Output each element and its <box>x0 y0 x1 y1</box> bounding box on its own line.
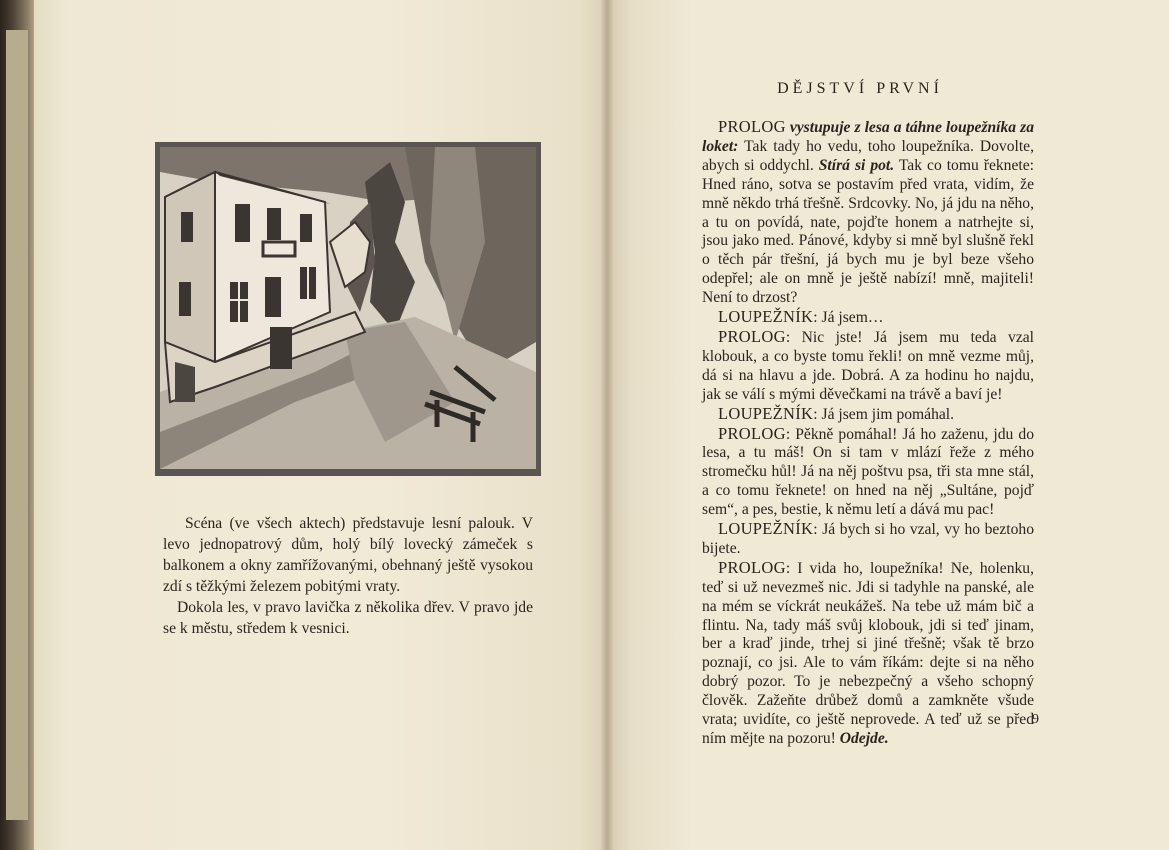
speaker-name: LOUPEŽNÍK <box>718 307 814 327</box>
page-number: 9 <box>1032 712 1039 727</box>
stage-direction: Odejde. <box>839 730 889 747</box>
scene-paragraph: Dokola les, v pravo lavička z několika dřev. V pravo jde se k městu, středem k vesnici. <box>163 599 533 637</box>
speaker-name: PROLOG <box>718 117 786 136</box>
dialogue-paragraph: PROLOG: Pěkně pomáhal! Já ho zaženu, jdu do lesa, a tu máš! On si tam v mlází řeže z mého stromečku hůl! Já na něj poštvu psa, tři sta mne stál, a co tomu řeknete! on hned na něj „Sultáne, pojď sem“, a pes, bestie, k němu letí a dává mu pac! <box>702 423 1035 519</box>
dialogue-line: I vida ho, loupežníka! Ne, holenku, teď si už nevezmeš nic. Jdi si tadyhle na panské, ale na mém se víckrát neukážeš. Na tebe už mám bič a flintu. Na, tady máš svůj klobouk, jdi si teď jinam, ber a kraď jinde, trhej si jiné třešně; však tě brzo poznají, co jsi. Ale to vám říkám: dejte si na něho dobrý pozor. To je nebezpečný a všeho schopný člověk. Zažeňte drůbež domů a zamkněte všude vrata; uvidíte, co ještě neprovede. A teď už se před ním mějte na pozoru! <box>702 559 1034 747</box>
dialogue-line: Tak tady ho vedu, toho loupežníka. Dovolte, abych si oddychl. <box>702 137 1034 174</box>
book-cover-spine <box>6 30 28 820</box>
gate <box>270 327 292 369</box>
dialogue-line: Pěkně pomáhal! Já ho zaženu, jdu do lesa, a tu máš! On si tam v mlází řeže z mého stromečku hůl! Já na něj poštvu psa, tři sta mne stál, a co tomu řeknete! on hned na něj „Sultáne, pojď sem“, a pes, bestie, k němu letí a dává mu pac! <box>702 425 1035 519</box>
dialogue-line: Nic jste! Já jsem mu teda vzal klobouk, a co byste tomu řekli! on mně vezme můj, dá si na hlavu a jde. Dobrá. A za hodinu ho najdu, jak se válí s mými děvečkami na trávě a baví je! <box>702 328 1034 403</box>
speaker-name: LOUPEŽNÍK <box>718 403 814 423</box>
window <box>181 212 193 242</box>
act-title: DĚJSTVÍ PRVNÍ <box>777 80 943 97</box>
speaker-name: PROLOG <box>718 423 786 443</box>
speaker-name: PROLOG <box>718 326 786 346</box>
dialogue-paragraph: LOUPEŽNÍK: Já bych si ho vzal, vy ho beztoho bijete. <box>702 519 1034 557</box>
scene-description <box>163 513 533 639</box>
dialogue-line: Já bych si ho vzal, vy ho beztoho bijete. <box>702 521 1034 557</box>
dialogue-paragraph: LOUPEŽNÍK: Já jsem… <box>718 307 884 327</box>
dialogue-line: Já jsem… <box>821 309 884 327</box>
dialogue-text <box>702 118 1034 749</box>
dialogue-line: Já jsem jim pomáhal. <box>821 405 955 423</box>
speaker-name: PROLOG <box>718 557 786 577</box>
stage-direction: Stírá si pot. <box>818 156 895 174</box>
dialogue-paragraph: PROLOG: I vida ho, loupežníka! Ne, holenku, teď si už nevezmeš nic. Jdi si tadyhle na panské, ale na mém se víckrát neukážeš. Na tebe už mám bič a flintu. Na, tady máš svůj klobouk, jdi si teď jinam, ber a kraď jinde, trhej si jiné třešně; však tě brzo poznají, co jsi. Ale to vám říkám: dejte si na něho dobrý pozor. To je nebezpečný a všeho schopný člověk. Zažeňte drůbež domů a zamkněte všude vrata; uvidíte, co ještě neprovede. A teď už se před ním mějte na pozoru! Odejde. <box>702 557 1034 747</box>
speaker-name: LOUPEŽNÍK <box>718 519 814 539</box>
dialogue-line: Tak co tomu řeknete: Hned ráno, sotva se postavím před vrata, vidím, že mně někdo trhá třešně. Srdcovky. No, já jdu na něho, a tu on povídá, nate, pojďte honem a natrhejte si, jsou jako med. Pánové, kdyby si mně byl slušně řekl o těch pár třešní, já bych mu je byl beze všeho odepřel; ale on mně je ještě nabízí! mně, majiteli! Není to drzost? <box>702 156 1034 307</box>
dialogue-paragraph <box>702 118 1034 308</box>
dialogue-paragraph: PROLOG: Nic jste! Já jsem mu teda vzal klobouk, a co byste tomu řekli! on mně vezme můj, dá si na hlavu a jde. Dobrá. A za hodinu ho najdu, jak se válí s mými děvečkami na trávě a baví je! <box>702 326 1034 403</box>
hunting-lodge-illustration <box>155 142 541 476</box>
dialogue-paragraph: LOUPEŽNÍK: Já jsem jim pomáhal. <box>718 403 955 423</box>
scene-paragraph: Scéna (ve všech aktech) představuje lesní palouk. V levo jednopatrový dům, holý bílý lovecký zámeček s balkonem a okny zamřížovanými, obehnaný ještě vysokou zdí s těžkými železem pobitými vraty. <box>163 515 533 595</box>
book-gutter <box>600 0 614 850</box>
stage-direction: vystupuje z lesa a táhne loupežníka za loket: <box>702 119 1034 155</box>
